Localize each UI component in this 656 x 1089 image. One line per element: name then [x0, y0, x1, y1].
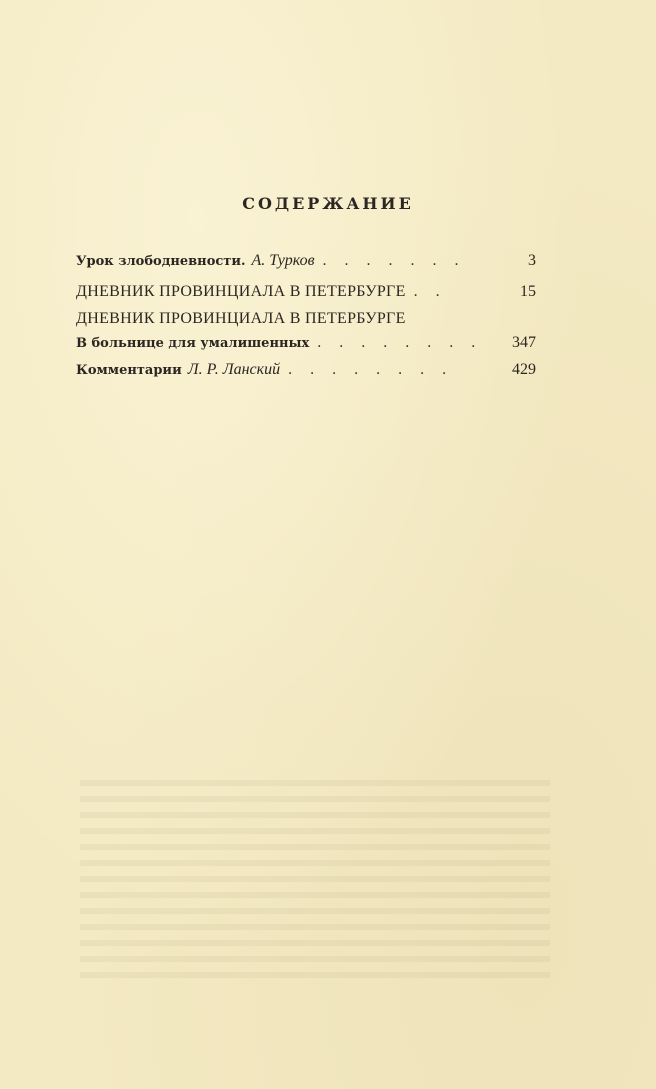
toc-dot-leader: . .: [413, 283, 447, 300]
toc-page-number: 347: [512, 334, 536, 351]
toc-entry-title: Урок злободневности.: [76, 254, 246, 269]
toc-dot-leader: . . . . . . . .: [317, 334, 483, 351]
toc-page-number: 15: [520, 283, 536, 300]
toc-entry-title: ДНЕВНИК ПРОВИНЦИАЛА В ПЕТЕРБУРГЕ: [76, 283, 406, 300]
toc-entry-3[interactable]: [76, 310, 536, 352]
toc-dot-leader: . . . . . . .: [322, 252, 466, 269]
bleed-through-texture: [80, 780, 550, 980]
toc-entry-author: Л. Р. Ланский: [187, 361, 281, 378]
toc-page-number: 3: [528, 252, 536, 269]
toc-entry-title: Комментарии: [76, 363, 182, 378]
toc-entry-2[interactable]: [76, 283, 536, 301]
toc-entry-author: А. Турков: [251, 252, 315, 269]
toc-entry-title: ДНЕВНИК ПРОВИНЦИАЛА В ПЕТЕРБУРГЕ: [76, 310, 406, 327]
contents-heading: СОДЕРЖАНИЕ: [242, 194, 414, 213]
toc-entry-1[interactable]: [76, 252, 536, 270]
toc-page-number: 429: [512, 361, 536, 378]
toc-entry-4[interactable]: [76, 361, 536, 379]
toc-dot-leader: . . . . . . . .: [288, 361, 454, 378]
toc-entry-subtitle: В больнице для умалишенных: [76, 336, 310, 351]
